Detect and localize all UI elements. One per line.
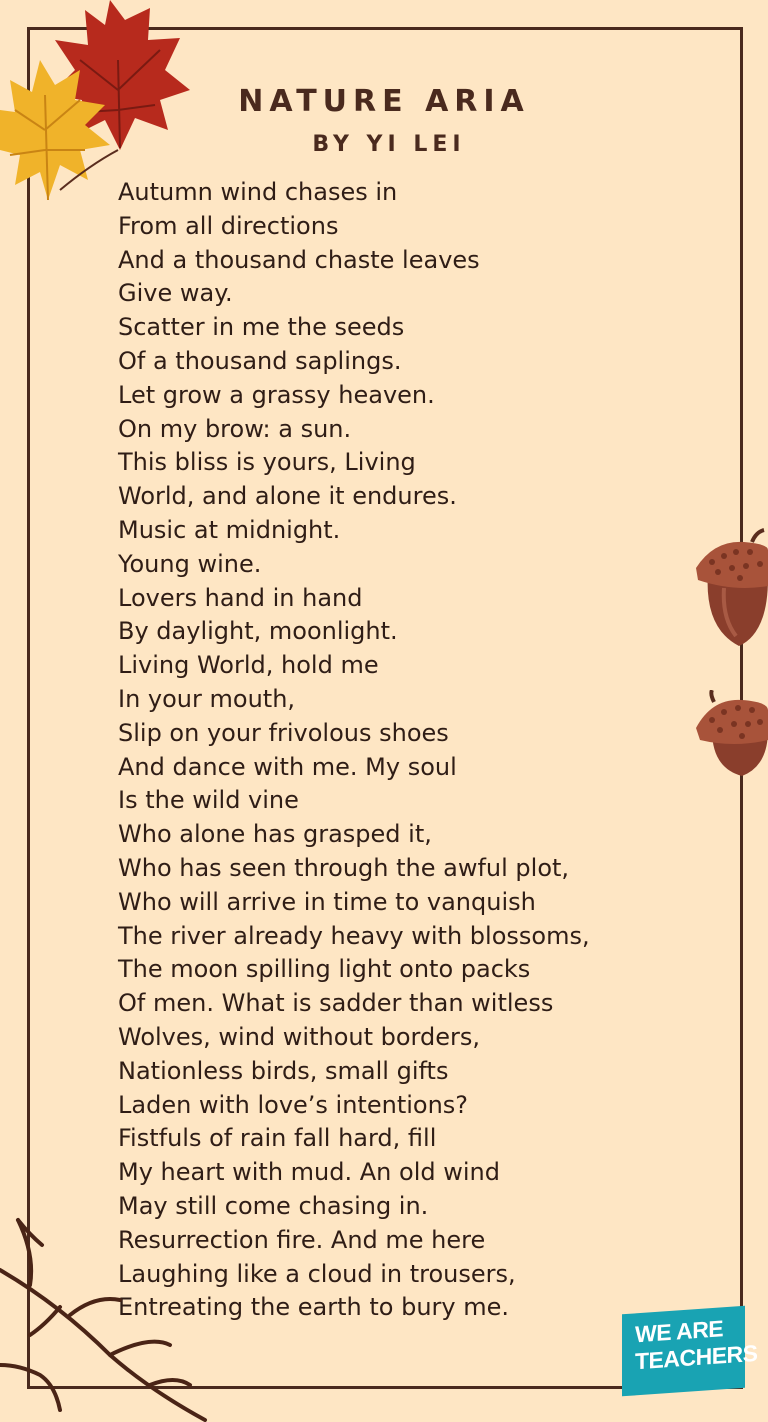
poem-line: By daylight, moonlight. (118, 617, 398, 646)
poem-line: On my brow: a sun. (118, 414, 352, 443)
poem-line: May still come chasing in. (118, 1191, 429, 1220)
poem-line: Laden with love’s intentions? (118, 1090, 469, 1119)
poem-line: Let grow a grassy heaven. (118, 380, 435, 409)
poem-line: Autumn wind chases in (118, 178, 398, 206)
poem-line: My heart with mud. An old wind (118, 1158, 500, 1187)
poem-line: Give way. (118, 279, 233, 308)
poem-line: Who alone has grasped it, (118, 820, 432, 849)
poem-title: NATURE ARIA (238, 84, 530, 119)
poem-line: Of men. What is sadder than witless (118, 989, 554, 1018)
poem-line: And dance with me. My soul (118, 752, 457, 781)
poem-line: Wolves, wind without borders, (118, 1022, 480, 1051)
poem-line: Slip on your frivolous shoes (118, 718, 449, 747)
logo-line-1: WE ARE (635, 1315, 724, 1348)
poem-line: The moon spilling light onto packs (118, 955, 531, 984)
poem-line: Is the wild vine (118, 786, 299, 815)
poem-body (118, 176, 678, 1325)
poem-line: Of a thousand saplings. (118, 346, 402, 375)
poem-line: Music at midnight. (118, 515, 341, 544)
poem-line: Fistfuls of rain fall hard, fill (118, 1124, 437, 1153)
poem-line: From all directions (118, 211, 339, 240)
branch-icon (0, 1215, 220, 1422)
poem-line: And a thousand chaste leaves (118, 245, 480, 274)
poem-line: Living World, hold me (118, 651, 379, 680)
poem-line: The river already heavy with blossoms, (118, 921, 590, 950)
poem-line: Who will arrive in time to vanquish (118, 887, 536, 916)
poem-line: Laughing like a cloud in trousers, (118, 1259, 516, 1288)
poem-line: Scatter in me the seeds (118, 313, 405, 342)
poem-line: This bliss is yours, Living (118, 448, 416, 477)
poem-line: Lovers hand in hand (118, 583, 363, 612)
poem-line: World, and alone it endures. (118, 482, 457, 511)
poem-line: Resurrection fire. And me here (118, 1225, 486, 1254)
poem-line: Entreating the earth to bury me. (118, 1293, 509, 1322)
poem-line: Nationless birds, small gifts (118, 1056, 449, 1085)
poem-author: BY YI LEI (312, 132, 466, 157)
acorn-icon (694, 528, 768, 650)
we-are-teachers-logo (622, 1306, 758, 1397)
poem-line: In your mouth, (118, 684, 296, 713)
logo-line-2: TEACHERS (635, 1339, 758, 1375)
acorn-icon (694, 690, 768, 780)
poem-line: Who has seen through the awful plot, (118, 853, 570, 882)
poem-line: Young wine. (118, 549, 262, 578)
